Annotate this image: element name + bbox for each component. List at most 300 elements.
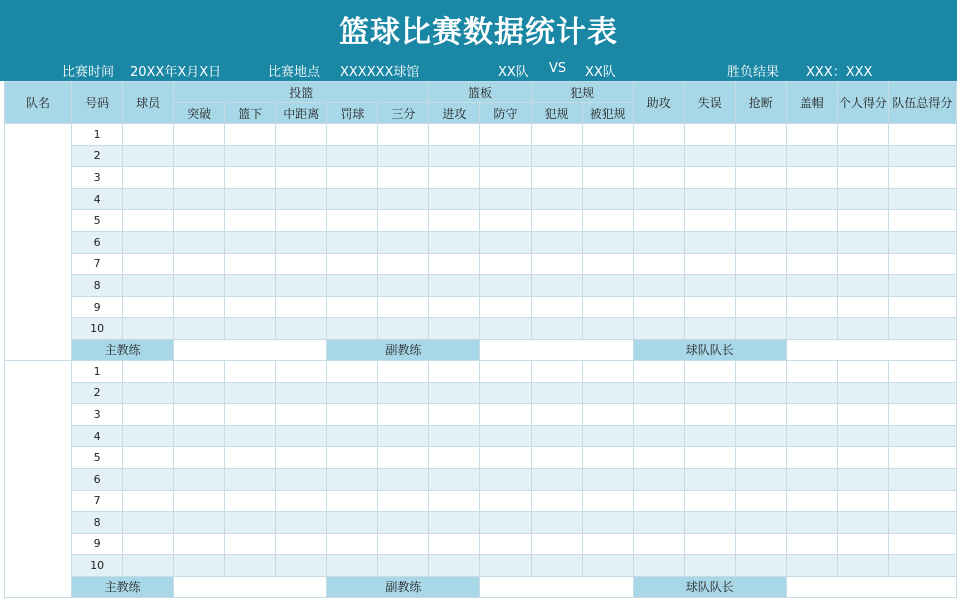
stat-cell[interactable] (735, 253, 786, 275)
stat-cell[interactable] (582, 468, 633, 490)
stat-cell[interactable] (225, 533, 276, 555)
stat-cell[interactable] (837, 533, 888, 555)
stat-cell[interactable] (225, 188, 276, 210)
stat-cell[interactable] (633, 468, 684, 490)
stat-cell[interactable] (582, 124, 633, 146)
stat-cell[interactable] (582, 253, 633, 275)
stat-cell[interactable] (837, 555, 888, 577)
stat-cell[interactable] (582, 145, 633, 167)
stat-cell[interactable] (327, 231, 378, 253)
stat-cell[interactable] (633, 555, 684, 577)
stat-cell[interactable] (531, 167, 582, 189)
stat-cell[interactable] (786, 533, 837, 555)
stat-cell[interactable] (276, 555, 327, 577)
stat-cell[interactable] (633, 188, 684, 210)
stat-cell[interactable] (582, 275, 633, 297)
stat-cell[interactable] (225, 167, 276, 189)
stat-cell[interactable] (531, 253, 582, 275)
stat-cell[interactable] (225, 145, 276, 167)
stat-cell[interactable] (684, 490, 735, 512)
stat-cell[interactable] (480, 382, 531, 404)
stat-cell[interactable] (123, 231, 174, 253)
stat-cell[interactable] (378, 318, 429, 340)
stat-cell[interactable] (735, 296, 786, 318)
stat-cell[interactable] (378, 555, 429, 577)
stat-cell[interactable] (888, 318, 956, 340)
stat-cell[interactable] (531, 231, 582, 253)
stat-cell[interactable] (174, 512, 225, 534)
stat-cell[interactable] (531, 296, 582, 318)
stat-cell[interactable] (837, 275, 888, 297)
stat-cell[interactable] (480, 231, 531, 253)
stat-cell[interactable] (582, 404, 633, 426)
stat-cell[interactable] (582, 382, 633, 404)
stat-cell[interactable] (735, 490, 786, 512)
stat-cell[interactable] (735, 318, 786, 340)
stat-cell[interactable] (888, 253, 956, 275)
stat-cell[interactable] (837, 145, 888, 167)
stat-cell[interactable] (684, 404, 735, 426)
stat-cell[interactable] (684, 167, 735, 189)
stat-cell[interactable] (327, 124, 378, 146)
stat-cell[interactable] (786, 275, 837, 297)
stat-cell[interactable] (276, 296, 327, 318)
stat-cell[interactable] (888, 188, 956, 210)
stat-cell[interactable] (123, 447, 174, 469)
stat-cell[interactable] (633, 447, 684, 469)
stat-cell[interactable] (633, 512, 684, 534)
stat-cell[interactable] (174, 425, 225, 447)
stat-cell[interactable] (429, 167, 480, 189)
stat-cell[interactable] (378, 382, 429, 404)
stat-cell[interactable] (888, 555, 956, 577)
stat-cell[interactable] (174, 124, 225, 146)
stat-cell[interactable] (531, 210, 582, 232)
stat-cell[interactable] (786, 231, 837, 253)
stat-cell[interactable] (123, 468, 174, 490)
stat-cell[interactable] (378, 360, 429, 382)
stat-cell[interactable] (174, 167, 225, 189)
stat-cell[interactable] (888, 124, 956, 146)
captain-name-cell[interactable] (786, 576, 956, 597)
stat-cell[interactable] (888, 468, 956, 490)
stat-cell[interactable] (582, 318, 633, 340)
stat-cell[interactable] (327, 425, 378, 447)
stat-cell[interactable] (837, 210, 888, 232)
stat-cell[interactable] (174, 188, 225, 210)
stat-cell[interactable] (786, 425, 837, 447)
stat-cell[interactable] (684, 296, 735, 318)
stat-cell[interactable] (480, 555, 531, 577)
stat-cell[interactable] (123, 145, 174, 167)
stat-cell[interactable] (786, 188, 837, 210)
stat-cell[interactable] (531, 555, 582, 577)
stat-cell[interactable] (174, 490, 225, 512)
stat-cell[interactable] (633, 210, 684, 232)
stat-cell[interactable] (174, 318, 225, 340)
stat-cell[interactable] (633, 253, 684, 275)
stat-cell[interactable] (582, 447, 633, 469)
stat-cell[interactable] (378, 145, 429, 167)
stat-cell[interactable] (327, 447, 378, 469)
stat-cell[interactable] (480, 512, 531, 534)
stat-cell[interactable] (786, 468, 837, 490)
stat-cell[interactable] (378, 490, 429, 512)
stat-cell[interactable] (327, 468, 378, 490)
stat-cell[interactable] (378, 188, 429, 210)
stat-cell[interactable] (786, 512, 837, 534)
stat-cell[interactable] (735, 360, 786, 382)
stat-cell[interactable] (123, 382, 174, 404)
stat-cell[interactable] (429, 490, 480, 512)
stat-cell[interactable] (735, 145, 786, 167)
stat-cell[interactable] (633, 167, 684, 189)
stat-cell[interactable] (684, 447, 735, 469)
stat-cell[interactable] (888, 145, 956, 167)
stat-cell[interactable] (429, 145, 480, 167)
stat-cell[interactable] (225, 253, 276, 275)
assistant-coach-name-cell[interactable] (480, 339, 633, 360)
stat-cell[interactable] (684, 145, 735, 167)
stat-cell[interactable] (378, 253, 429, 275)
stat-cell[interactable] (531, 425, 582, 447)
stat-cell[interactable] (429, 447, 480, 469)
stat-cell[interactable] (327, 318, 378, 340)
stat-cell[interactable] (633, 382, 684, 404)
stat-cell[interactable] (582, 167, 633, 189)
stat-cell[interactable] (888, 425, 956, 447)
stat-cell[interactable] (837, 124, 888, 146)
stat-cell[interactable] (276, 231, 327, 253)
stat-cell[interactable] (633, 124, 684, 146)
stat-cell[interactable] (582, 425, 633, 447)
stat-cell[interactable] (480, 533, 531, 555)
stat-cell[interactable] (735, 275, 786, 297)
stat-cell[interactable] (837, 447, 888, 469)
stat-cell[interactable] (786, 447, 837, 469)
stat-cell[interactable] (429, 555, 480, 577)
stat-cell[interactable] (327, 188, 378, 210)
stat-cell[interactable] (837, 296, 888, 318)
stat-cell[interactable] (684, 231, 735, 253)
stat-cell[interactable] (633, 360, 684, 382)
stat-cell[interactable] (888, 382, 956, 404)
stat-cell[interactable] (633, 404, 684, 426)
stat-cell[interactable] (276, 425, 327, 447)
stat-cell[interactable] (837, 253, 888, 275)
stat-cell[interactable] (531, 490, 582, 512)
stat-cell[interactable] (684, 425, 735, 447)
stat-cell[interactable] (837, 425, 888, 447)
stat-cell[interactable] (735, 124, 786, 146)
stat-cell[interactable] (174, 296, 225, 318)
stat-cell[interactable] (225, 555, 276, 577)
stat-cell[interactable] (225, 360, 276, 382)
stat-cell[interactable] (225, 490, 276, 512)
stat-cell[interactable] (888, 404, 956, 426)
stat-cell[interactable] (327, 360, 378, 382)
stat-cell[interactable] (531, 188, 582, 210)
stat-cell[interactable] (582, 360, 633, 382)
stat-cell[interactable] (123, 425, 174, 447)
stat-cell[interactable] (327, 275, 378, 297)
stat-cell[interactable] (378, 210, 429, 232)
stat-cell[interactable] (786, 555, 837, 577)
stat-cell[interactable] (480, 404, 531, 426)
stat-cell[interactable] (276, 275, 327, 297)
stat-cell[interactable] (786, 145, 837, 167)
stat-cell[interactable] (480, 275, 531, 297)
stat-cell[interactable] (429, 231, 480, 253)
stat-cell[interactable] (378, 275, 429, 297)
coach-name-cell[interactable] (174, 339, 327, 360)
stat-cell[interactable] (888, 533, 956, 555)
stat-cell[interactable] (429, 468, 480, 490)
stat-cell[interactable] (888, 490, 956, 512)
stat-cell[interactable] (837, 167, 888, 189)
stat-cell[interactable] (837, 468, 888, 490)
stat-cell[interactable] (429, 533, 480, 555)
stat-cell[interactable] (531, 533, 582, 555)
stat-cell[interactable] (684, 360, 735, 382)
stat-cell[interactable] (429, 275, 480, 297)
stat-cell[interactable] (429, 382, 480, 404)
stat-cell[interactable] (633, 318, 684, 340)
stat-cell[interactable] (327, 404, 378, 426)
stat-cell[interactable] (378, 447, 429, 469)
stat-cell[interactable] (735, 447, 786, 469)
stat-cell[interactable] (327, 253, 378, 275)
stat-cell[interactable] (276, 124, 327, 146)
stat-cell[interactable] (888, 210, 956, 232)
stat-cell[interactable] (735, 188, 786, 210)
stat-cell[interactable] (378, 231, 429, 253)
stat-cell[interactable] (429, 188, 480, 210)
stat-cell[interactable] (276, 318, 327, 340)
stat-cell[interactable] (327, 296, 378, 318)
stat-cell[interactable] (327, 210, 378, 232)
stat-cell[interactable] (735, 231, 786, 253)
stat-cell[interactable] (888, 512, 956, 534)
stat-cell[interactable] (582, 490, 633, 512)
stat-cell[interactable] (837, 360, 888, 382)
stat-cell[interactable] (735, 533, 786, 555)
stat-cell[interactable] (378, 124, 429, 146)
stat-cell[interactable] (174, 210, 225, 232)
stat-cell[interactable] (837, 318, 888, 340)
stat-cell[interactable] (174, 468, 225, 490)
stat-cell[interactable] (225, 210, 276, 232)
stat-cell[interactable] (837, 404, 888, 426)
stat-cell[interactable] (174, 360, 225, 382)
stat-cell[interactable] (123, 210, 174, 232)
stat-cell[interactable] (225, 318, 276, 340)
stat-cell[interactable] (276, 382, 327, 404)
stat-cell[interactable] (786, 382, 837, 404)
stat-cell[interactable] (633, 296, 684, 318)
stat-cell[interactable] (276, 253, 327, 275)
stat-cell[interactable] (735, 167, 786, 189)
stat-cell[interactable] (123, 275, 174, 297)
stat-cell[interactable] (684, 512, 735, 534)
stat-cell[interactable] (123, 188, 174, 210)
stat-cell[interactable] (582, 533, 633, 555)
stat-cell[interactable] (735, 210, 786, 232)
stat-cell[interactable] (531, 468, 582, 490)
stat-cell[interactable] (531, 124, 582, 146)
stat-cell[interactable] (378, 404, 429, 426)
stat-cell[interactable] (888, 231, 956, 253)
stat-cell[interactable] (531, 404, 582, 426)
stat-cell[interactable] (888, 296, 956, 318)
stat-cell[interactable] (327, 490, 378, 512)
stat-cell[interactable] (378, 512, 429, 534)
stat-cell[interactable] (378, 167, 429, 189)
stat-cell[interactable] (684, 318, 735, 340)
stat-cell[interactable] (633, 145, 684, 167)
stat-cell[interactable] (174, 404, 225, 426)
stat-cell[interactable] (837, 512, 888, 534)
stat-cell[interactable] (633, 490, 684, 512)
stat-cell[interactable] (429, 296, 480, 318)
stat-cell[interactable] (684, 275, 735, 297)
stat-cell[interactable] (582, 512, 633, 534)
stat-cell[interactable] (837, 382, 888, 404)
stat-cell[interactable] (276, 490, 327, 512)
stat-cell[interactable] (480, 210, 531, 232)
stat-cell[interactable] (276, 167, 327, 189)
stat-cell[interactable] (684, 210, 735, 232)
stat-cell[interactable] (888, 167, 956, 189)
stat-cell[interactable] (378, 468, 429, 490)
stat-cell[interactable] (837, 231, 888, 253)
stat-cell[interactable] (888, 360, 956, 382)
stat-cell[interactable] (480, 253, 531, 275)
stat-cell[interactable] (582, 231, 633, 253)
stat-cell[interactable] (276, 210, 327, 232)
stat-cell[interactable] (123, 318, 174, 340)
stat-cell[interactable] (327, 145, 378, 167)
stat-cell[interactable] (429, 210, 480, 232)
stat-cell[interactable] (429, 425, 480, 447)
stat-cell[interactable] (684, 253, 735, 275)
stat-cell[interactable] (225, 382, 276, 404)
stat-cell[interactable] (684, 124, 735, 146)
stat-cell[interactable] (480, 425, 531, 447)
stat-cell[interactable] (225, 404, 276, 426)
stat-cell[interactable] (633, 533, 684, 555)
stat-cell[interactable] (378, 425, 429, 447)
stat-cell[interactable] (480, 490, 531, 512)
stat-cell[interactable] (225, 512, 276, 534)
stat-cell[interactable] (276, 447, 327, 469)
stat-cell[interactable] (735, 404, 786, 426)
stat-cell[interactable] (480, 188, 531, 210)
stat-cell[interactable] (684, 533, 735, 555)
stat-cell[interactable] (276, 533, 327, 555)
stat-cell[interactable] (174, 447, 225, 469)
stat-cell[interactable] (633, 425, 684, 447)
stat-cell[interactable] (480, 468, 531, 490)
stat-cell[interactable] (225, 296, 276, 318)
stat-cell[interactable] (429, 512, 480, 534)
stat-cell[interactable] (531, 512, 582, 534)
stat-cell[interactable] (276, 145, 327, 167)
stat-cell[interactable] (174, 231, 225, 253)
stat-cell[interactable] (378, 296, 429, 318)
stat-cell[interactable] (531, 360, 582, 382)
stat-cell[interactable] (531, 275, 582, 297)
stat-cell[interactable] (531, 447, 582, 469)
team-name-cell[interactable] (5, 360, 72, 597)
stat-cell[interactable] (837, 490, 888, 512)
stat-cell[interactable] (684, 555, 735, 577)
stat-cell[interactable] (327, 533, 378, 555)
stat-cell[interactable] (225, 124, 276, 146)
stat-cell[interactable] (123, 490, 174, 512)
stat-cell[interactable] (123, 533, 174, 555)
stat-cell[interactable] (786, 253, 837, 275)
stat-cell[interactable] (582, 296, 633, 318)
captain-name-cell[interactable] (786, 339, 956, 360)
stat-cell[interactable] (123, 296, 174, 318)
stat-cell[interactable] (225, 275, 276, 297)
stat-cell[interactable] (123, 253, 174, 275)
stat-cell[interactable] (480, 318, 531, 340)
stat-cell[interactable] (684, 468, 735, 490)
stat-cell[interactable] (786, 296, 837, 318)
stat-cell[interactable] (123, 124, 174, 146)
stat-cell[interactable] (531, 382, 582, 404)
stat-cell[interactable] (480, 124, 531, 146)
stat-cell[interactable] (327, 555, 378, 577)
stat-cell[interactable] (429, 360, 480, 382)
stat-cell[interactable] (123, 404, 174, 426)
stat-cell[interactable] (582, 188, 633, 210)
coach-name-cell[interactable] (174, 576, 327, 597)
stat-cell[interactable] (123, 167, 174, 189)
stat-cell[interactable] (225, 447, 276, 469)
stat-cell[interactable] (327, 382, 378, 404)
stat-cell[interactable] (531, 318, 582, 340)
stat-cell[interactable] (480, 360, 531, 382)
stat-cell[interactable] (123, 512, 174, 534)
stat-cell[interactable] (480, 296, 531, 318)
stat-cell[interactable] (429, 124, 480, 146)
stat-cell[interactable] (480, 167, 531, 189)
stat-cell[interactable] (786, 167, 837, 189)
stat-cell[interactable] (480, 145, 531, 167)
stat-cell[interactable] (225, 468, 276, 490)
team-name-cell[interactable] (5, 124, 72, 361)
stat-cell[interactable] (735, 425, 786, 447)
stat-cell[interactable] (276, 468, 327, 490)
stat-cell[interactable] (531, 145, 582, 167)
stat-cell[interactable] (429, 404, 480, 426)
stat-cell[interactable] (582, 555, 633, 577)
stat-cell[interactable] (786, 318, 837, 340)
stat-cell[interactable] (429, 318, 480, 340)
stat-cell[interactable] (786, 360, 837, 382)
stat-cell[interactable] (174, 382, 225, 404)
stat-cell[interactable] (786, 490, 837, 512)
stat-cell[interactable] (735, 468, 786, 490)
stat-cell[interactable] (123, 555, 174, 577)
stat-cell[interactable] (735, 555, 786, 577)
stat-cell[interactable] (735, 382, 786, 404)
stat-cell[interactable] (633, 231, 684, 253)
stat-cell[interactable] (633, 275, 684, 297)
